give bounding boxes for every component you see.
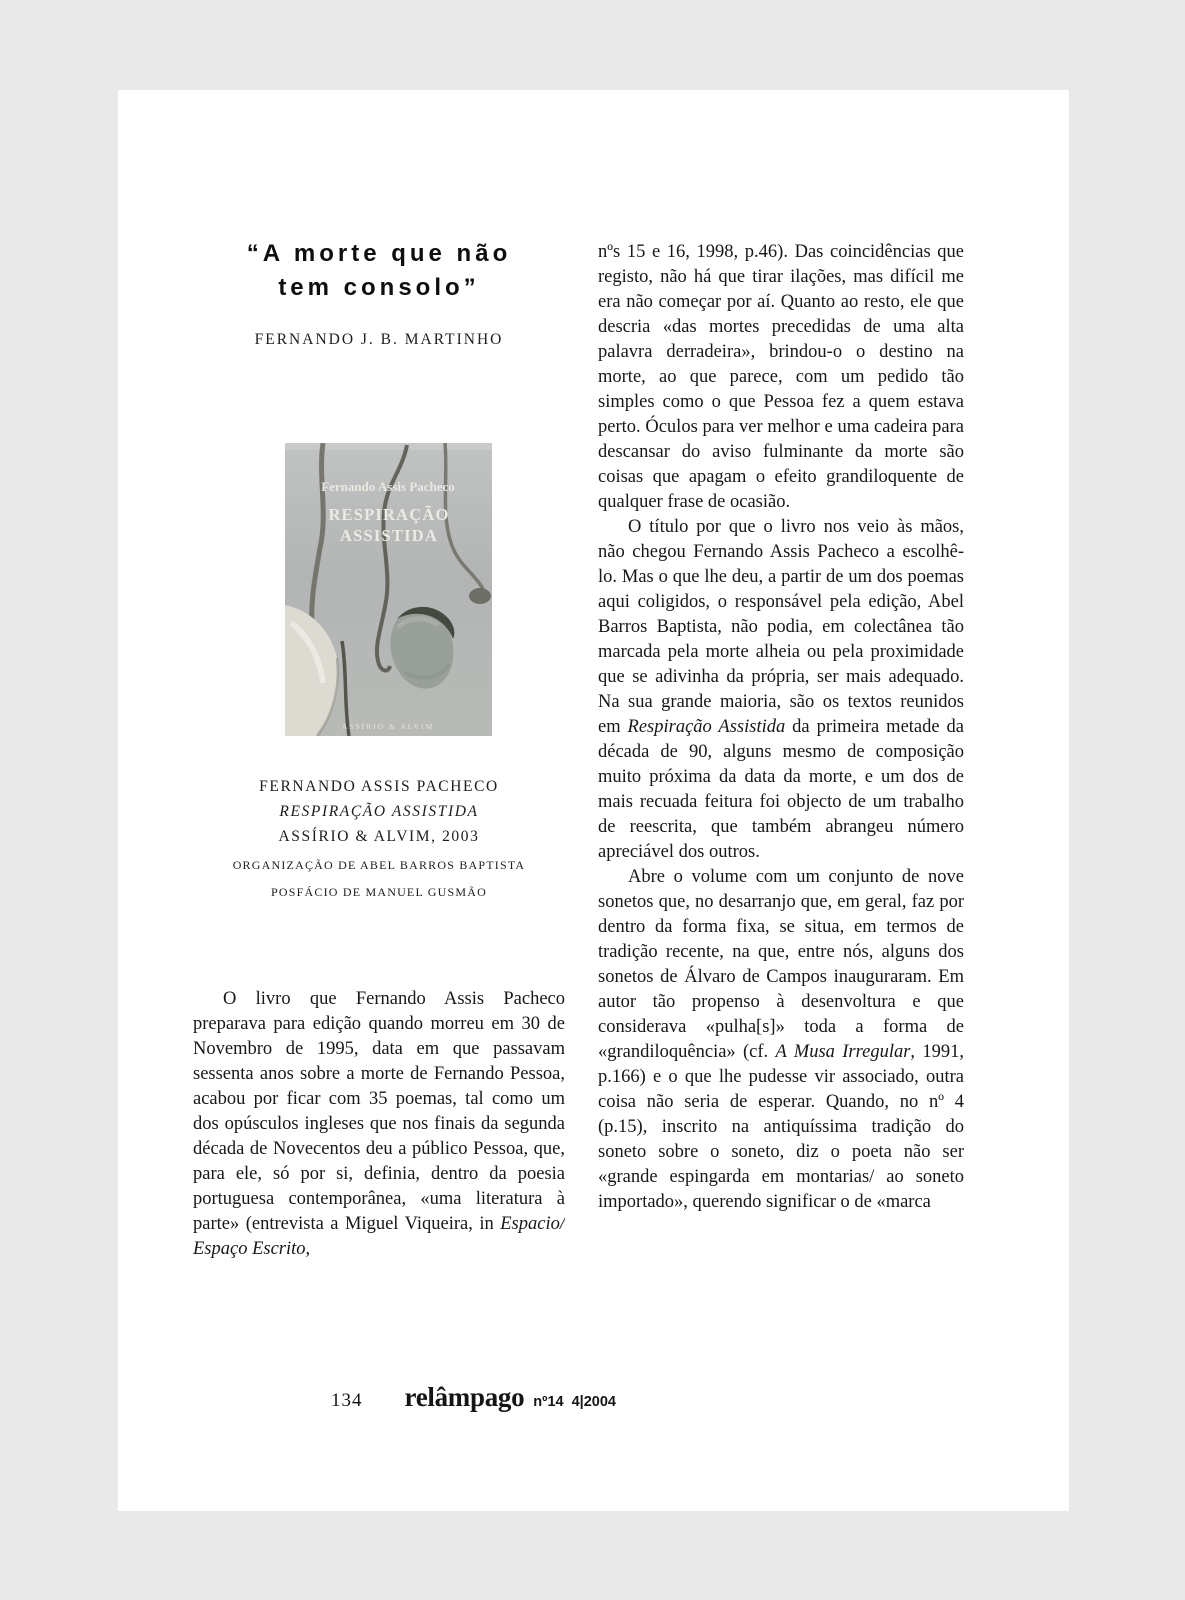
text-run: , 1991, p.166) e o que lhe pudesse vir associado, outra coisa não seria de esperar. Quando, no nº 4 (p.15), inscrito na antiquíssima tradição do soneto sobre o soneto, diz o poeta não ser «grande espingarda em montarias/ ao soneto importado», querendo significar o de «marca <box>598 1042 964 1212</box>
book-details <box>193 774 565 905</box>
paragraph <box>598 240 964 515</box>
cover-title-line2: ASSISTIDA <box>340 526 438 545</box>
paragraph <box>193 987 565 1262</box>
article-title-line1: “A morte que não <box>246 240 512 267</box>
italic-text-run: A Musa Irregular <box>775 1042 911 1062</box>
book-cover-artwork <box>285 443 492 736</box>
journal-logo: relâmpago <box>404 1382 525 1412</box>
article-title-line2: tem consolo” <box>278 274 480 301</box>
page-number: 134 <box>331 1390 363 1411</box>
text-run: O livro que Fernando Assis Pacheco preparava para edição quando morreu em 30 de Novembro de 1995, data em que passavam sessenta anos sobre a morte de Fernando Pessoa, acabou por ficar com 35 poemas, tal como um dos opúsculos ingleses que nos finais da segunda década de Novecentos deu a público Pessoa, que, para ele, só por si, definia, dentro da poesia portuguesa contemporânea, «uma literatura à parte» (entrevista a Miguel Viqueira, in <box>193 989 565 1234</box>
italic-text-run: Respiração Assistida <box>627 717 786 737</box>
issue-info <box>533 1394 616 1410</box>
cover-publisher-text: ASSÍRIO & ALVIM <box>341 722 435 731</box>
article-title <box>193 237 565 305</box>
book-details-organizer: ORGANIZAÇÃO DE ABEL BARROS BAPTISTA <box>232 858 526 872</box>
paragraph <box>598 865 964 1215</box>
issue-date: 4|2004 <box>571 1394 616 1410</box>
cover-knot <box>469 588 491 604</box>
text-run: O título por que o livro nos veio às mãos, não chegou Fernando Assis Pacheco a escolhê-lo. Mas o que lhe deu, a partir de um dos poemas aqui coligidos, o responsável pela edição, Abel Barros Baptista, não podia, em colectânea tão marcada pela morte alheia ou pela proximidade que se adivinha da própria, ser mais adequado. Na sua grande maioria, são os textos reunidos em <box>598 517 964 737</box>
article-header <box>193 237 565 349</box>
book-cover-image <box>285 443 492 736</box>
text-run: da primeira metade da década de 90, alguns mesmo de composição muito próxima da data da morte, e um dos de mais recuada feitura foi objecto de um trabalho de reescrita, que também abrangeu número apreciável dos outros. <box>598 717 964 862</box>
book-details-author: FERNANDO ASSIS PACHECO <box>259 778 499 795</box>
cover-author-text: Fernando Assis Pacheco <box>321 479 455 494</box>
italic-text-run: Espacio/ Espaço Escrito, <box>193 1214 565 1259</box>
book-details-publisher: ASSÍRIO & ALVIM, 2003 <box>278 828 480 845</box>
text-run: nºs 15 e 16, 1998, p.46). Das coincidências que registo, não há que tirar ilações, mas difícil me era não começar por aí. Quanto ao resto, ele que descria «das mortes precedidas de uma alta palavra derradeira», brindou-o o destino na morte, ao que parece, com um pedido tão simples como o que Pessoa fez a quem estava perto. Óculos para ver melhor e uma cadeira para descansar do aviso fulminante da morte são coisas que apagam o efeito grandiloquente de qualquer frase de ocasião. <box>598 242 964 512</box>
cover-title-line1: RESPIRAÇÃO <box>328 505 450 524</box>
page-footer <box>331 1382 616 1413</box>
magazine-page <box>118 90 1069 1511</box>
issue-number: nº14 <box>533 1394 564 1410</box>
body-column-left <box>193 987 565 1274</box>
body-column-right <box>598 240 964 1273</box>
text-run: Abre o volume com um conjunto de nove sonetos que, no desarranjo que, em geral, faz por dentro da forma fixa, se situa, em termos de tradição recente, na que, entre nós, alguns dos sonetos de Álvaro de Campos inauguraram. Em autor tão propenso à desenvoltura e que considerava «pulha[s]» toda a forma de «grandiloquência» (cf. <box>598 867 964 1062</box>
cover-top-light <box>285 443 492 450</box>
article-author: FERNANDO J. B. MARTINHO <box>254 331 504 348</box>
paragraph <box>598 515 964 865</box>
book-details-afterword: POSFÁCIO DE MANUEL GUSMÃO <box>271 884 487 899</box>
book-details-title: RESPIRAÇÃO ASSISTIDA <box>279 803 479 820</box>
